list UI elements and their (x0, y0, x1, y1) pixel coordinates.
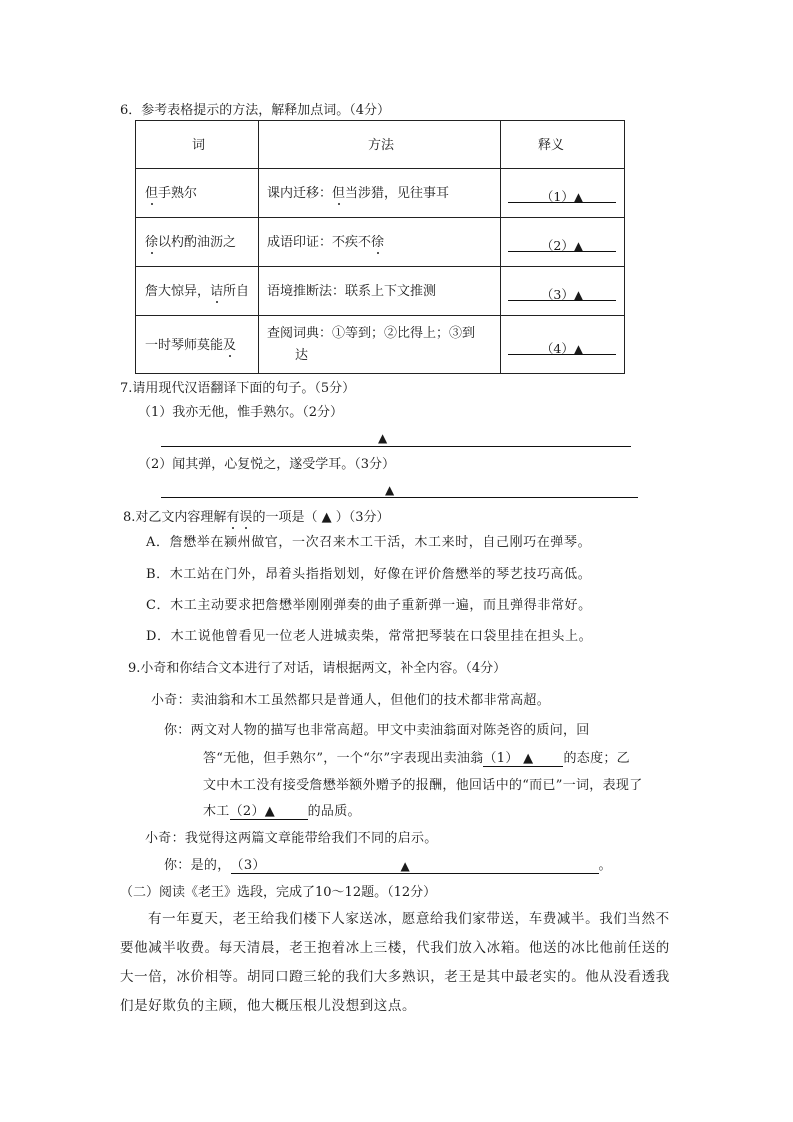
dotted-char: 诘 (210, 284, 224, 299)
row1-word: 但手熟尔 (145, 186, 198, 201)
q8-title: 8.对乙文内容理解有误的一项是（ ▲ ）（3分） (123, 510, 390, 525)
row2-method: 成语印证：不疾不徐 (267, 235, 385, 250)
dotted-char: 但 (332, 186, 346, 201)
dotted-char: 徐 (371, 235, 385, 250)
dotted-char: 有 (226, 510, 240, 525)
triangle-marker-icon: ▲ (573, 190, 584, 204)
header-meaning: 释义 (538, 138, 565, 153)
triangle-marker-icon: ▲ (400, 859, 411, 873)
answer-line (508, 300, 616, 301)
dotted-char: 及 (223, 338, 237, 353)
table-divider (500, 121, 501, 373)
q9-dialogue-you-2: 你：是的，（3） ▲ 。 (164, 858, 612, 873)
row1-method: 课内迁移：但当涉猎，见往事耳 (267, 186, 450, 201)
answer-blank-q9-1[interactable]: （1） ▲ (483, 752, 563, 767)
table-divider (136, 266, 624, 267)
answer-blank-q9-3[interactable]: （3） ▲ (231, 859, 599, 874)
section2-passage: 有一年夏天，老王给我们楼下人家送冰，愿意给我们家带送，车费减半。我们当然不要他减半收费。每天清晨，老王抱着冰上三楼，代我们放入冰箱。他送的冰比他前任送的大一倍，冰价相等。胡同口蹬三轮的我们大多熟识，老王是其中最老实的。他从没看透我们是好欺负的主顾，他大概压根儿没想到这点。 (120, 911, 670, 1014)
q9-dialogue-xiaoqi-2: 小奇：我觉得这两篇文章能带给我们不同的启示。 (145, 831, 438, 846)
q7-title: 7.请用现代汉语翻译下面的句子。（5分） (120, 381, 356, 396)
triangle-marker-icon: ▲ (378, 431, 388, 445)
q9-dialogue-you-1-cont: 答“无他，但手熟尔”，一个“尔”字表现出卖油翁（1） ▲ 的态度；乙 (203, 751, 630, 766)
answer-blank-3[interactable]: （3）▲ (540, 287, 584, 302)
q6-title: 6．参考表格提示的方法，解释加点词。（4分） (120, 103, 391, 118)
q8-option-b[interactable]: B．木工站在门外，昂着头指指划划，好像在评价詹懋举的琴艺技巧高低。 (146, 567, 592, 582)
answer-blank-1[interactable]: （1）▲ (540, 189, 584, 204)
q8-option-c[interactable]: C．木工主动要求把詹懋举刚刚弹奏的曲子重新弹一遍，而且弹得非常好。 (146, 598, 592, 613)
triangle-marker-icon: ▲ (385, 483, 395, 497)
header-method: 方法 (368, 138, 395, 153)
q8-option-a[interactable]: A．詹懋举在颍州做官，一次召来木工干活，木工来时，自己刚巧在弹琴。 (146, 535, 592, 550)
table-divider (136, 168, 624, 169)
q9-dialogue-you-1: 你：两文对人物的描写也非常高超。甲文中卖油翁面对陈尧咨的质问，回 (164, 723, 590, 738)
row3-word: 詹大惊异，诘所自 (145, 284, 250, 299)
row4-method-line1: 查阅词典：①等到；②比得上；③到 (267, 326, 476, 341)
q9-title: 9.小奇和你结合文本进行了对话，请根据两文，补全内容。（4分） (128, 661, 507, 676)
row4-method-line2: 达 (295, 348, 309, 363)
row4-word: 一时琴师莫能及 (145, 338, 237, 353)
q7-item-2: （2）闻其弹，心复悦之，遂受学耳。（3分） (138, 457, 396, 472)
answer-blank-q9-2[interactable]: （2）▲ (230, 805, 308, 820)
q9-dialogue-you-1-cont2: 文中木工没有接受詹懋举额外赠予的报酬，他回话中的“而已”一词，表现了 (203, 778, 643, 793)
triangle-marker-icon: ▲ (573, 288, 584, 302)
dotted-char: 徐 (145, 235, 159, 250)
answer-line-q7-2[interactable] (161, 497, 638, 498)
table-divider (136, 217, 624, 218)
answer-line (508, 202, 616, 203)
q9-dialogue-you-1-cont3: 木工（2）▲ 的品质。 (203, 804, 361, 819)
q7-item-1: （1）我亦无他，惟手熟尔。（2分） (138, 405, 344, 420)
row3-method: 语境推断法：联系上下文推测 (267, 284, 437, 299)
table-divider (136, 315, 624, 316)
dotted-char: 但 (145, 186, 159, 201)
answer-line-q7-1[interactable] (161, 446, 631, 447)
answer-blank-4[interactable]: （4）▲ (540, 341, 584, 356)
answer-line (508, 251, 616, 252)
q9-dialogue-xiaoqi-1: 小奇：卖油翁和木工虽然都只是普通人，但他们的技术都非常高超。 (151, 693, 551, 708)
answer-line (508, 354, 616, 355)
dotted-char: 误 (239, 510, 253, 525)
row2-word: 徐以杓酌油沥之 (145, 235, 237, 250)
triangle-marker-icon: ▲ (573, 342, 584, 356)
triangle-marker-icon: ▲ (573, 239, 584, 253)
q6-table (135, 120, 625, 374)
q8-option-d[interactable]: D．木工说他曾看见一位老人进城卖柴，常常把琴装在口袋里挂在担头上。 (146, 629, 593, 644)
section2-title: （二）阅读《老王》选段，完成了10～12题。（12分） (120, 885, 437, 900)
header-word: 词 (192, 138, 206, 153)
table-divider (258, 121, 259, 373)
answer-blank-2[interactable]: （2）▲ (540, 238, 584, 253)
